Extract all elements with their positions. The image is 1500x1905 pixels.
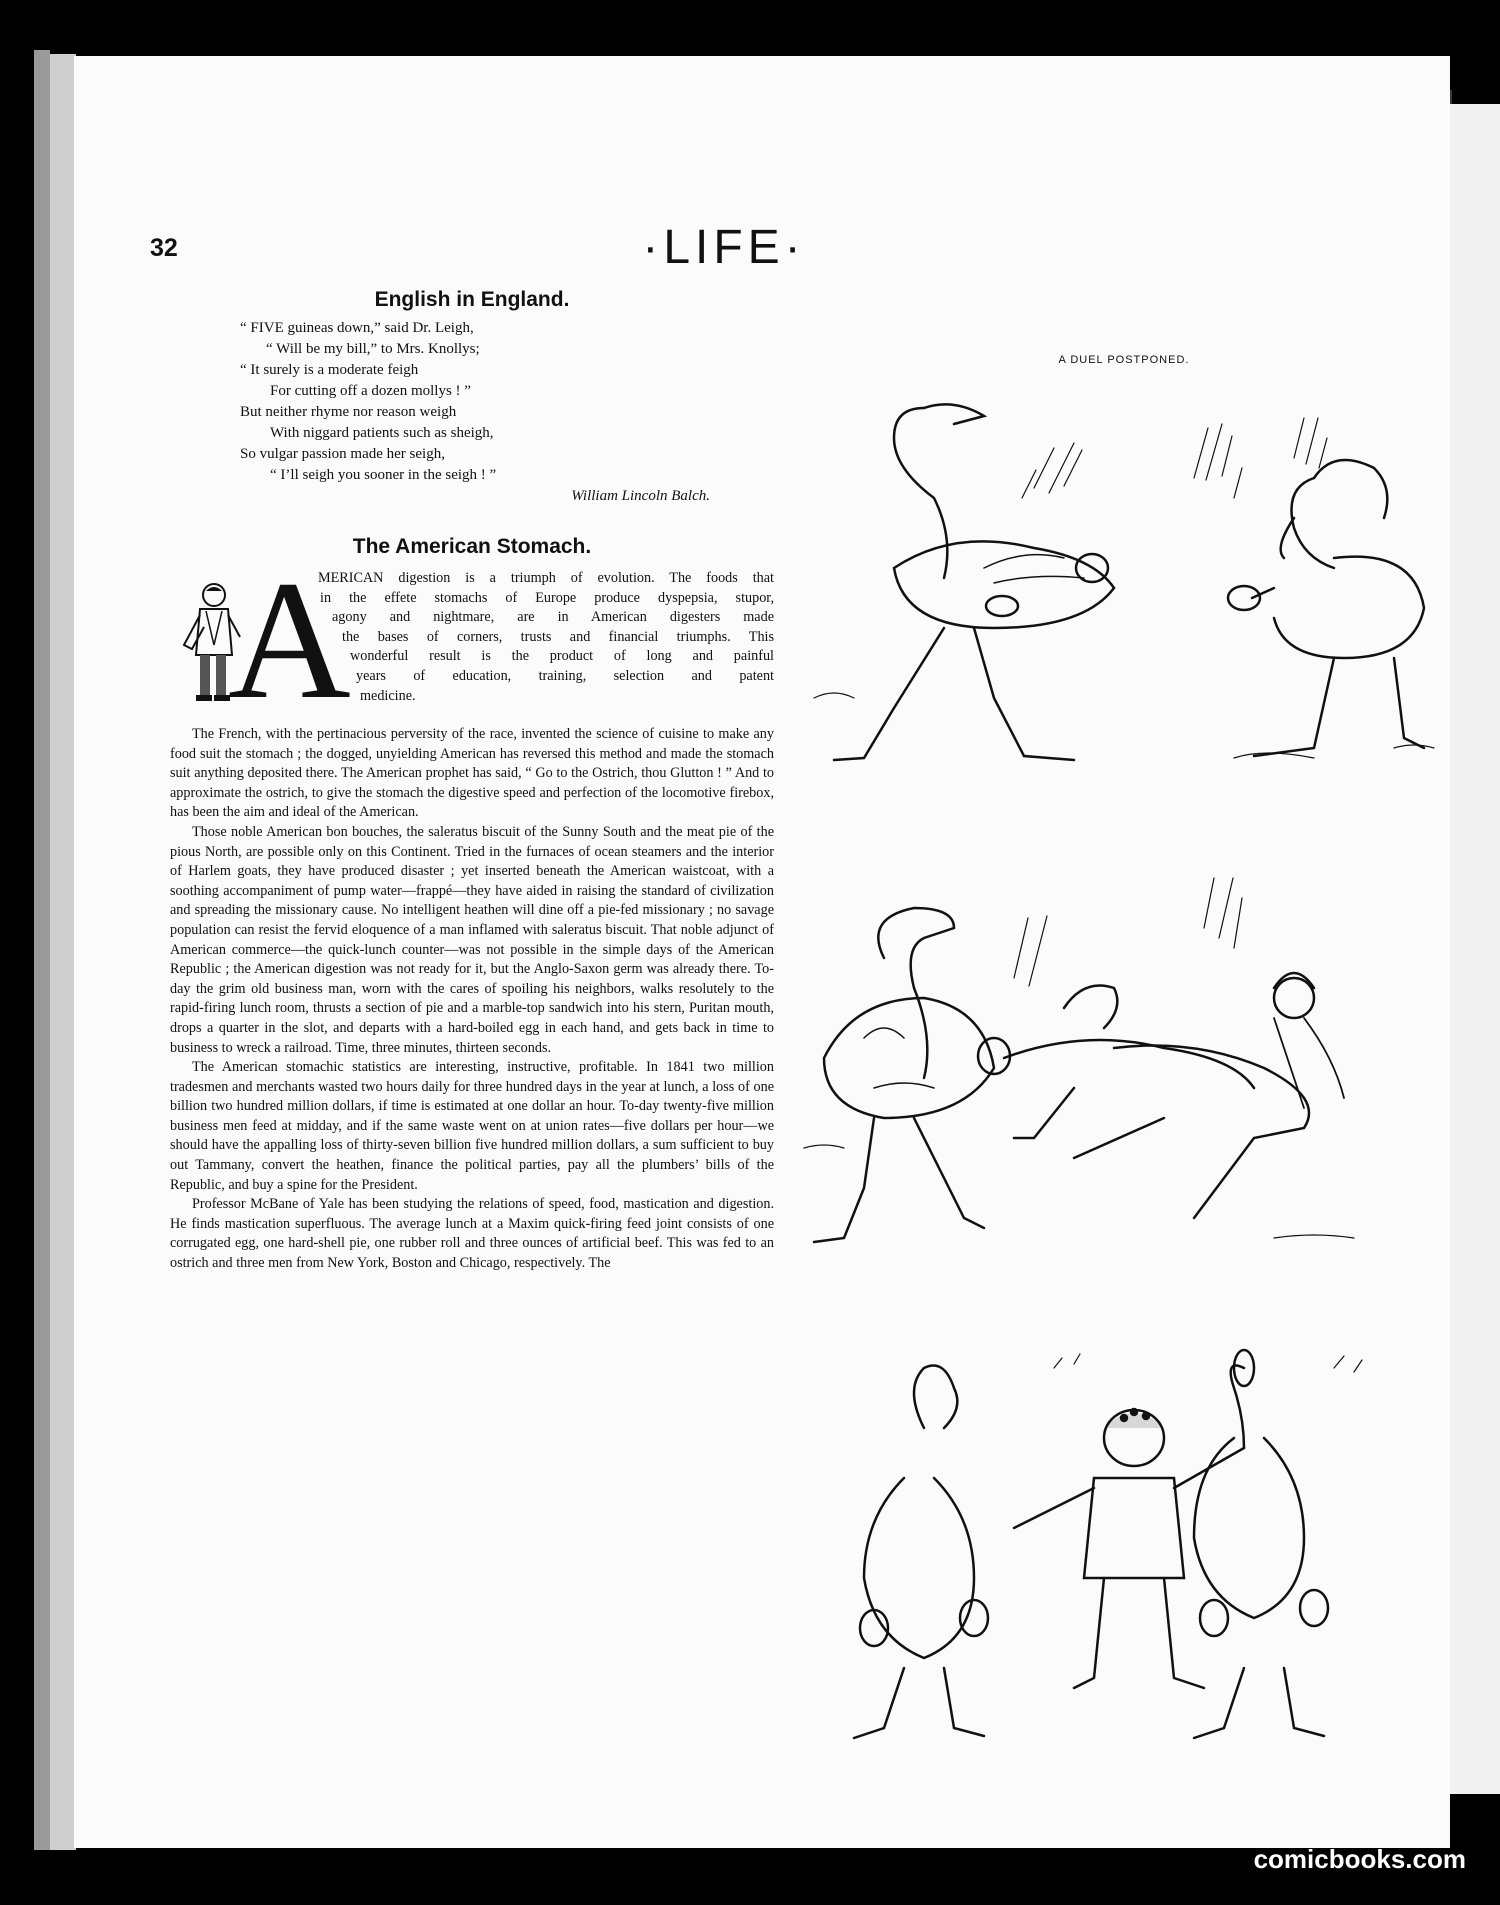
- poem-title: English in England.: [374, 288, 570, 311]
- masthead: ·LIFE·: [642, 221, 806, 274]
- watermark: comicbooks.com: [1253, 1844, 1466, 1874]
- poem-line: “ FIVE guineas down,” said Dr. Leigh,: [240, 320, 474, 336]
- dropcap-letter: A: [228, 546, 351, 734]
- intro-line: in the effete stomachs of Europe produce dyspepsia, stupor,: [320, 589, 774, 606]
- article-intro: [170, 569, 774, 706]
- poem-line: For cutting off a dozen mollys ! ”: [270, 383, 471, 399]
- poem-line: “ Will be my bill,” to Mrs. Knollys;: [266, 341, 480, 357]
- article-paragraph: Professor McBane of Yale has been studying the relations of speed, food, mastication and digestion. He finds mastication superfluous. The average lunch at a Maxim quick-firing feed joint consists of one corrugated egg, one hard-shell pie, one rubber roll and three ounces of artificial beef. This was fed to an ostrich and three men from New York, Boston and Chicago, respectively. The: [170, 1196, 774, 1272]
- cartoon-title: A DUEL POSTPONED.: [1058, 354, 1190, 366]
- article: [170, 535, 774, 1274]
- cartoon-panel-2: [774, 858, 1500, 1288]
- intro-line: medicine.: [360, 687, 416, 704]
- scan-edge: [34, 50, 50, 1850]
- poem-line: “ It surely is a moderate feigh: [240, 362, 419, 378]
- poem-line: But neither rhyme nor reason weigh: [240, 404, 457, 420]
- article-paragraph: The French, with the pertinacious perversity of the race, invented the science of cuisine to make any food suit the stomach ; the dogged, unyielding American has reversed this method and made the stomach suit anything deposited there. The American prophet has said, “ Go to the Ostrich, thou Glutton ! ” And to approximate the ostrich, to give the stomach the digestive speed and perfection of the locomotive firebox, has been the aim and ideal of the American.: [170, 726, 774, 821]
- poem-line: With niggard patients such as sheigh,: [270, 425, 494, 441]
- intro-line: agony and nightmare, are in American digesters made: [332, 609, 774, 626]
- magazine-page: [74, 56, 1450, 1848]
- intro-line: years of education, training, selection and patent: [356, 667, 774, 684]
- article-title: The American Stomach.: [352, 535, 592, 558]
- poem-line: So vulgar passion made her seigh,: [240, 446, 445, 462]
- cartoon-panel-1: [774, 368, 1500, 788]
- intro-line: MERICAN digestion is a triumph of evolution. The foods that: [318, 570, 774, 586]
- intro-line: wonderful result is the product of long and painful: [350, 648, 774, 665]
- intro-line: the bases of corners, trusts and financial triumphs. This: [342, 628, 774, 645]
- article-body: [170, 725, 774, 1274]
- poem-line: “ I’ll seigh you sooner in the seigh ! ”: [270, 467, 497, 483]
- scan-edge-inner: [50, 54, 76, 1850]
- cartoon-panel-3: [774, 1348, 1500, 1768]
- page-number: 32: [150, 234, 178, 262]
- poem-attribution: William Lincoln Balch.: [571, 488, 710, 504]
- poem: [240, 318, 720, 507]
- text-column: [170, 288, 774, 1274]
- article-paragraph: The American stomachic statistics are interesting, instructive, profitable. In 1841 two million tradesmen and merchants wasted two hours daily for three hundred days in the year at lunch, a loss of one billion two hundred million dollars, if time is estimated at one dollar an hour. To-day twenty-five million business men feed at midday, and if the same waste went on at union rates—five dollars per hour—we should have the appalling loss of thirty-seven billion five hundred million dollars, a sum sufficient to buy out Tammany, convert the heathen, finance the political parties, pay all the plumbers’ bills of the Republic, and buy a spine for the President.: [170, 1059, 774, 1193]
- article-paragraph: Those noble American bon bouches, the saleratus biscuit of the Sunny South and the meat pie of the pious North, are possible only on this Continent. Tried in the furnaces of ocean steamers and the interior of Harlem goats, they have produced disaster ; yet inserted beneath the American waistcoat, with a soothing accompaniment of pump water—frappé—they have aided in raising the standard of civilization and spreading the missionary cause. No intelligent heathen will dine off a pie-fed missionary ; no savage population can resist the fervid eloquence of a man inflamed with saleratus biscuit. That noble adjunct of American commerce—the quick-lunch counter—was not possible in the simple days of the American Republic ; the American digestion was not ready for it, but the Anglo-Saxon germ was already there. To-day the grim old business man, worn with the cares of spoiling his neighbors, walks resolutely to the rapid-firing lunch room, thrusts a section of pie and a marble-top sandwich into his stern, Puritan mouth, drops a quarter in the slot, and departs with a hard-boiled egg in each hand, and gets back in time to business to wreck a railroad. Time, three minutes, thirteen seconds.: [170, 823, 774, 1056]
